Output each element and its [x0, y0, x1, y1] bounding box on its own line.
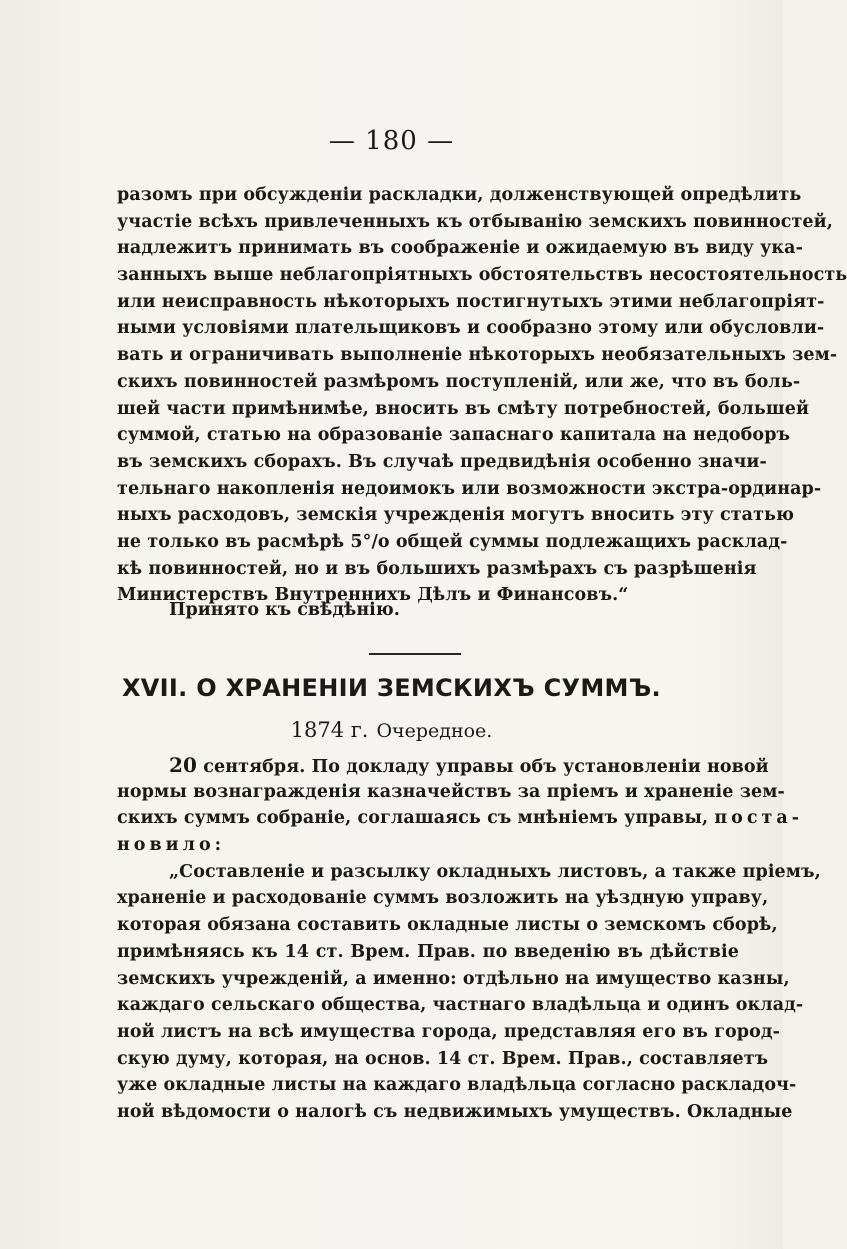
- text-line: кѣ повинностей, но и въ большихъ размѣрахъ съ разрѣшенія: [117, 558, 757, 579]
- text-line: ныхъ расходовъ, земскія учрежденія могутъ вносить эту статью: [117, 505, 795, 526]
- text-fragment: скихъ суммъ собраніе, соглашаясь съ мнѣніемъ управы,: [117, 808, 709, 829]
- text-line: разомъ при обсужденіи раскладки, долженствующей опредѣлить: [117, 185, 802, 205]
- quote-line: ной вѣдомости о налогѣ съ недвижимыхъ умуществъ. Окладные: [117, 1101, 793, 1122]
- page-number: — 180 —: [328, 126, 455, 156]
- text-line: или неисправность нѣкоторыхъ постигнутыхъ этими неблагопріят-: [117, 291, 825, 312]
- quote-line: которая обязана составить окладные листы о земскомъ сборѣ,: [117, 915, 778, 936]
- date-day: 20: [169, 753, 198, 777]
- text-line: Министерствъ Внутреннихъ Дѣлъ и Финансовъ.“: [117, 585, 629, 606]
- text-line: вать и ограничивать выполненіе нѣкоторыхъ необязательныхъ зем-: [117, 345, 838, 366]
- section-divider: [369, 653, 461, 655]
- session-line: [0, 718, 783, 742]
- spaced-word: поста-: [714, 808, 803, 829]
- quote-line: каждаго сельскаго общества, частнаго владѣльца и одинъ оклад-: [117, 995, 804, 1016]
- paragraph-continued: [117, 182, 847, 609]
- text-fragment: сентября. По докладу управы объ установленіи новой: [203, 757, 769, 777]
- text-line: ными условіями плательщиковъ и сообразно этому или обусловли-: [117, 318, 825, 339]
- text-line: нормы вознагражденія казначействъ за пріемъ и храненіе зем-: [117, 781, 785, 802]
- text-line: шей части примѣнимѣе, вносить въ смѣту потребностей, большей: [117, 398, 810, 419]
- session-type: Очередное.: [376, 720, 493, 742]
- text-line: въ земскихъ сборахъ. Въ случаѣ предвидѣнія особенно значи-: [117, 451, 767, 472]
- quote-line: примѣняясь къ 14 ст. Врем. Прав. по введенію въ дѣйствіе: [117, 941, 739, 962]
- text-line: новило:: [117, 835, 226, 856]
- quote-line: земскихъ учрежденій, а именно: отдѣльно на имущество казны,: [117, 968, 790, 989]
- text-line: [117, 752, 769, 779]
- text-line: участіе всѣхъ привлеченныхъ къ отбыванію земскихъ повинностей,: [117, 211, 833, 232]
- text-line: суммой, статью на образованіе запаснаго капитала на недоборъ: [117, 425, 791, 446]
- quote-line: ной листъ на всѣ имущества города, представляя его въ город-: [117, 1021, 781, 1042]
- text-line: тельнаго накопленія недоимокъ или возможности экстра-ординар-: [117, 478, 822, 499]
- quote-line: „Составленіе и разсылку окладныхъ листовъ, а также пріемъ,: [169, 861, 821, 882]
- quote-line: храненіе и расходованіе суммъ возложить на уѣздную управу,: [117, 888, 769, 909]
- quote-line: скую думу, которая, на основ. 14 ст. Врем. Прав., составляетъ: [117, 1048, 769, 1069]
- section-heading: XVII. О ХРАНЕНІИ ЗЕМСКИХЪ СУММЪ.: [122, 674, 661, 702]
- session-year: 1874 г.: [290, 718, 369, 742]
- text-line: не только въ расмѣрѣ 5°/о общей суммы подлежащихъ расклад-: [117, 531, 788, 552]
- resolution-text: [117, 752, 821, 1126]
- text-line: занныхъ выше неблагопріятныхъ обстоятельствъ несостоятельность: [117, 265, 847, 286]
- text-line: надлежитъ принимать въ соображеніе и ожидаемую въ виду ука-: [117, 238, 803, 259]
- accepted-note: Принято къ свѣдѣнію.: [169, 600, 400, 620]
- quote-line: уже окладные листы на каждаго владѣльца согласно раскладоч-: [117, 1075, 797, 1096]
- text-line: скихъ повинностей размѣромъ поступленій, или же, что въ боль-: [117, 371, 801, 392]
- text-line: [117, 805, 803, 832]
